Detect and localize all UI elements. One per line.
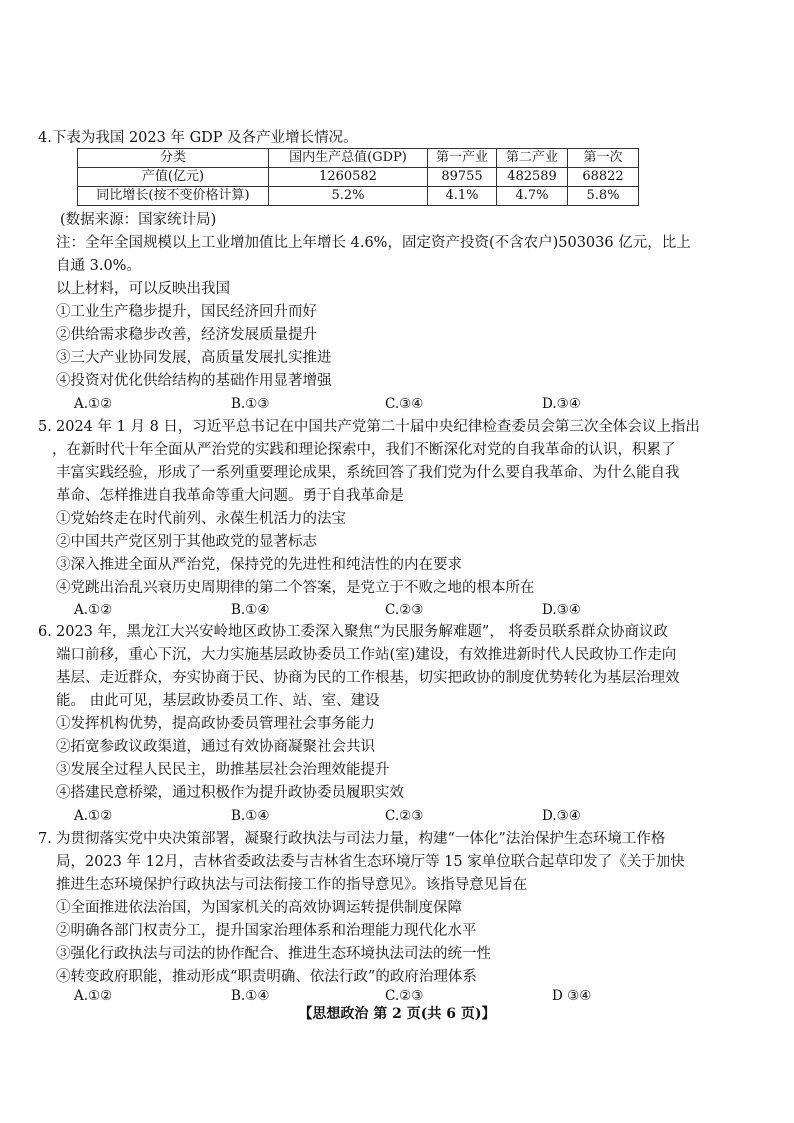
q4-option-a[interactable]: A.①②: [74, 396, 113, 412]
q7-item-1: ①全面推进依法治国，为国家机关的高效协调运转提供制度保障: [56, 900, 462, 916]
q5-item-1: ①党始终走在时代前列、永葆生机活力的法宝: [56, 511, 346, 527]
q6-stem-line2: 端口前移，重心下沉，大力实施基层政协委员工作站(室)建设，有效推进新时代人民政协工作走向: [56, 647, 677, 663]
table-cell: 5.2%: [269, 187, 428, 206]
q6-item-2: ②拓宽参政议政渠道，通过有效协商凝聚社会共识: [56, 739, 375, 755]
q4-item-2: ②供给需求稳步改善，经济发展质量提升: [56, 327, 317, 343]
q4-source: (数据来源：国家统计局): [60, 212, 217, 228]
q4-stem: [38, 128, 358, 148]
q5-item-3: ③深入推进全面从严治党，保持党的先进性和纯洁性的内在要求: [56, 557, 462, 573]
q5-stem-line1: 2024 年 1 月 8 日，习近平总书记在中国共产党第二十届中央纪律检查委员会第三次全体会议上指出: [56, 419, 700, 435]
q4-lead: 以上材料，可以反映出我国: [56, 281, 230, 297]
q7-stem-line1: 为贯彻落实党中央决策部署，凝聚行政执法与司法力量，构建“一体化”法治保护生态环境工作格: [56, 831, 666, 847]
page-footer: 【思想政治 第 2 页(共 6 页)】: [298, 1006, 496, 1022]
q5-item-4: ④党跳出治乱兴衰历史周期律的第二个答案，是党立于不败之地的根本所在: [56, 580, 535, 596]
q6-options: [0, 806, 794, 826]
q7-options: [0, 986, 794, 1006]
q6-stem-line3: 基层、走近群众，夯实协商于民、协商为民的工作根基，切实把政协的制度优势转化为基层治理效: [56, 670, 680, 686]
q4-item-1: ①工业生产稳步提升，国民经济回升而好: [56, 304, 317, 320]
q4-option-b[interactable]: B.①③: [231, 396, 270, 412]
q5-option-d[interactable]: D.③④: [542, 602, 581, 618]
table-header-cell: 第一产业: [428, 149, 497, 168]
q5-option-a[interactable]: A.①②: [74, 602, 113, 618]
q5-stem-line3: 丰富实践经验，形成了一系列重要理论成果，系统回答了我们党为什么要自我革命、为什么能自我: [56, 465, 680, 481]
q5-options: [0, 600, 794, 620]
q7-item-3: ③强化行政执法与司法的协作配合、推进生态环境执法司法的统一性: [56, 946, 491, 962]
table-cell: 同比增长(按不变价格计算): [78, 187, 269, 206]
table-header-cell: 第二产业: [497, 149, 568, 168]
q7-number: 7.: [38, 831, 52, 847]
q6-item-3: ③发展全过程人民民主，助推基层社会治理效能提升: [56, 762, 390, 778]
q5-number: 5.: [38, 419, 52, 435]
gdp-table: [77, 148, 639, 206]
q4-option-c[interactable]: C.③④: [385, 396, 424, 412]
q7-option-a[interactable]: A.①②: [74, 988, 113, 1004]
table-header-row: [78, 149, 639, 168]
q4-options: [0, 394, 794, 414]
table-cell: 4.7%: [497, 187, 568, 206]
q4-stem-text: 下表为我国 2023 年 GDP 及各产业增长情况。: [51, 130, 358, 146]
q5-option-c[interactable]: C.②③: [385, 602, 424, 618]
q6-stem-line4: 能。 由此可见，基层政协委员工作、站、室、建设: [56, 693, 380, 709]
table-cell: 1260582: [269, 168, 428, 187]
table-row: [78, 187, 639, 206]
q7-option-d[interactable]: D ③④: [552, 988, 592, 1004]
table-cell: 4.1%: [428, 187, 497, 206]
q7-item-2: ②明确各部门权责分工，提升国家治理体系和治理能力现代化水平: [56, 923, 477, 939]
table-cell: 产值(亿元): [78, 168, 269, 187]
q4-item-4: ④投资对优化供给结构的基础作用显著增强: [56, 373, 332, 389]
table-cell: 89755: [428, 168, 497, 187]
q6-option-a[interactable]: A.①②: [74, 808, 113, 824]
table-cell: 482589: [497, 168, 568, 187]
q6-item-1: ①发挥机构优势，提高政协委员管理社会事务能力: [56, 716, 375, 732]
q6-number: 6.: [38, 624, 52, 640]
q4-note-line2: 自通 3.0%。: [56, 258, 141, 274]
table-header-cell: 分类: [78, 149, 269, 168]
q7-stem-line2: 局，2023 年 12月，吉林省委政法委与吉林省生态环境厅等 15 家单位联合起草印发了《关于加快: [56, 854, 685, 870]
q6-option-c[interactable]: C.②③: [385, 808, 424, 824]
q5-stem-line4: 革命、怎样推进自我革命等重大问题。勇于自我革命是: [56, 488, 404, 504]
q7-option-c[interactable]: C.②③: [385, 988, 424, 1004]
table-cell: 5.8%: [568, 187, 639, 206]
table-row: [78, 168, 639, 187]
q6-stem-line1: 2023 年，黑龙江大兴安岭地区政协工委深入聚焦“为民服务解难题”， 将委员联系群众协商议政: [56, 624, 668, 640]
table-cell: 68822: [568, 168, 639, 187]
q4-number: 4.: [38, 130, 52, 146]
q6-item-4: ④搭建民意桥梁，通过积极作为提升政协委员履职实效: [56, 785, 404, 801]
table-header-cell: 第一次: [568, 149, 639, 168]
q6-option-b[interactable]: B.①④: [231, 808, 270, 824]
q7-item-4: ④转变政府职能，推动形成“职责明确、依法行政”的政府治理体系: [56, 969, 477, 985]
q4-option-d[interactable]: D.③④: [542, 396, 581, 412]
q6-option-d[interactable]: D.③④: [542, 808, 581, 824]
q4-note-line1: 注：全年全国规模以上工业增加值比上年增长 4.6%，固定资产投资(不含农户)503036 亿元，比上: [56, 235, 691, 251]
q5-item-2: ②中国共产党区别于其他政党的显著标志: [56, 534, 317, 550]
q7-stem-line3: 推进生态环境保护行政执法与司法衔接工作的指导意见》。该指导意见旨在: [56, 877, 528, 893]
q4-item-3: ③三大产业协同发展，高质量发展扎实推进: [56, 350, 332, 366]
q5-stem-line2: ，在新时代十年全面从严治党的实践和理论探索中，我们不断深化对党的自我革命的认识，积累了: [52, 442, 676, 458]
q5-option-b[interactable]: B.①④: [231, 602, 270, 618]
table-header-cell: 国内生产总值(GDP): [269, 149, 428, 168]
q7-option-b[interactable]: B.①④: [231, 988, 270, 1004]
